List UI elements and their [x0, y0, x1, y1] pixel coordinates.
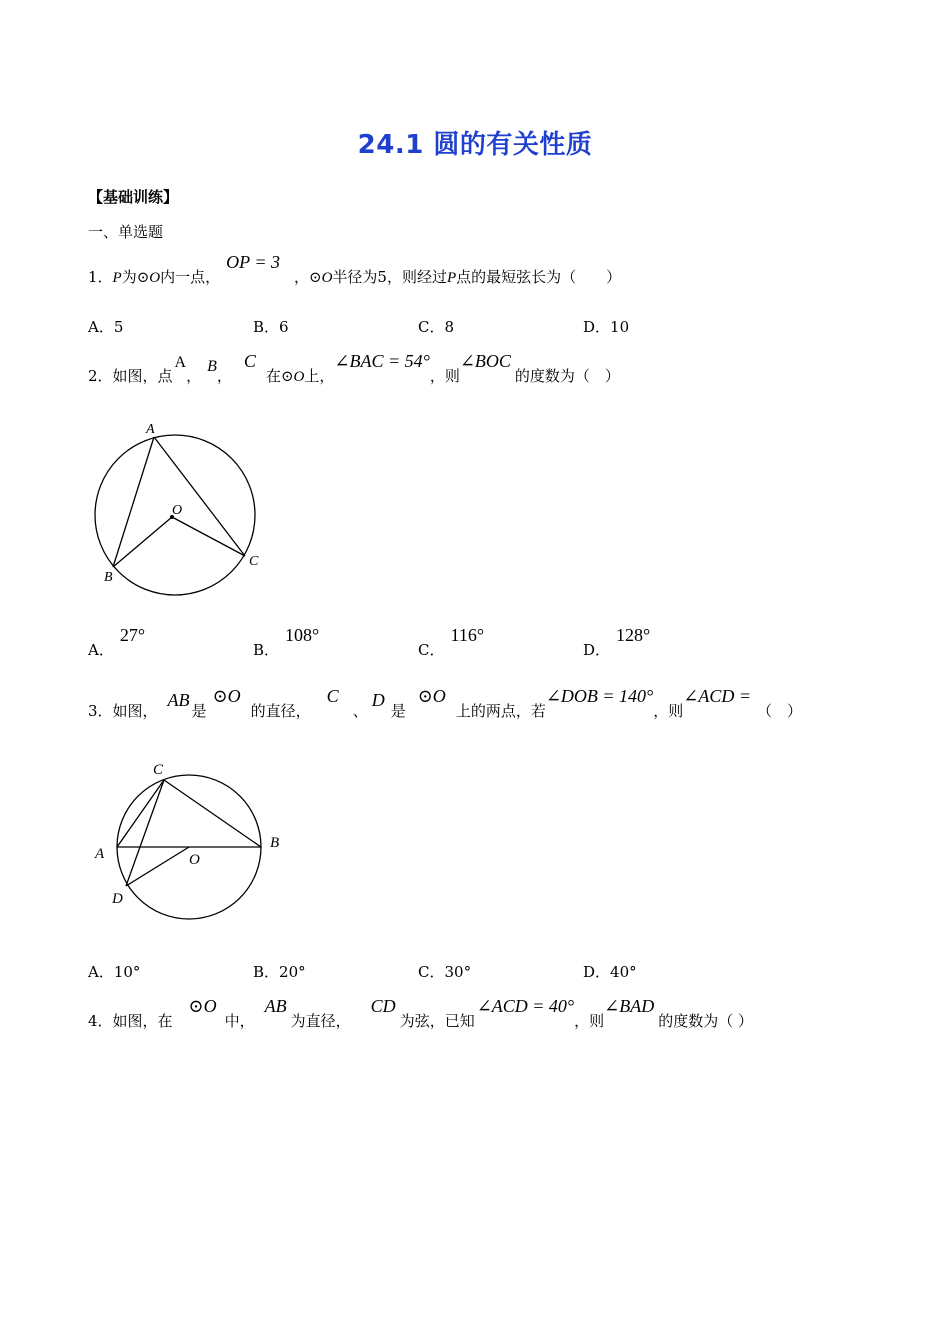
q2-label-b: B	[104, 570, 113, 585]
q1-p-2: P	[446, 270, 457, 286]
q1-circle-o-2: ⊙O	[309, 270, 333, 286]
q4-text-4: ，则	[574, 1012, 605, 1030]
q1-option-d: D．10	[583, 318, 630, 336]
q1-text-3: ，	[293, 268, 309, 286]
q3-text-4: 是	[390, 702, 406, 720]
question-3	[88, 686, 803, 721]
page-title: 24.1 圆的有关性质	[357, 130, 593, 160]
q4-circle-o: ⊙O	[188, 996, 217, 1016]
q2-label-a: A	[146, 422, 155, 437]
q1-circle-o: ⊙O	[136, 270, 161, 286]
q4-text-1: 中，	[224, 1012, 255, 1030]
q1-number: 1．	[88, 268, 113, 286]
question-4	[88, 996, 754, 1031]
q2-option-a: A．27°	[88, 625, 146, 659]
q3-equation: ∠DOB = 140°	[545, 686, 654, 706]
q4-text-3: 为弦，已知	[399, 1012, 475, 1030]
q3-label-a: A	[95, 846, 105, 862]
q2-point-c: C	[243, 351, 256, 371]
q2-comma-2: ，	[216, 367, 232, 385]
q3-ab: AB	[167, 690, 190, 710]
q2-option-b: B．108°	[253, 625, 320, 659]
q2-point-a: A	[174, 354, 187, 371]
q3-option-a: A．10°	[88, 963, 141, 981]
q3-segment-cb	[164, 780, 261, 847]
subsection-heading: 一、单选题	[88, 223, 164, 241]
q2-option-d: D．128°	[583, 625, 651, 659]
q1-equation: OP = 3	[226, 252, 280, 272]
q3-text-7: （ ）	[757, 702, 803, 720]
q3-circle-o: ⊙O	[212, 686, 241, 706]
q2-segment-ab	[113, 437, 154, 567]
q3-text-3: 、	[352, 702, 368, 720]
q3-option-b: B．20°	[253, 963, 306, 981]
q3-label-d: D	[112, 891, 123, 907]
q2-point-b: B	[207, 358, 217, 375]
q4-equation: ∠ACD = 40°	[476, 996, 575, 1016]
q3-c: C	[326, 686, 339, 706]
q2-equation-2: ∠BOC	[459, 351, 511, 371]
q2-option-c: C．116°	[418, 625, 485, 659]
q3-text-5: 上的两点，若	[455, 702, 546, 720]
q3-text-2: 的直径，	[250, 702, 311, 720]
q3-number: 3．如图，	[88, 702, 158, 720]
q3-figure	[88, 755, 298, 935]
q1-option-b: B．6	[253, 318, 289, 336]
q3-label-b: B	[270, 835, 280, 851]
q1-p: P	[112, 270, 122, 286]
question-2	[88, 351, 620, 386]
q4-equation-2: ∠BAD	[604, 996, 655, 1016]
q4-text-5: 的度数为（ ）	[658, 1012, 754, 1030]
q3-text-1: 是	[191, 702, 207, 720]
q3-segment-cd	[126, 780, 164, 886]
q1-option-a: A．5	[88, 318, 124, 336]
q2-o: O	[293, 369, 305, 385]
q2-segment-ob	[113, 517, 172, 567]
q4-ab: AB	[264, 996, 287, 1016]
q4-text-2: 为直径，	[290, 1012, 351, 1030]
q2-segment-ac	[154, 437, 245, 556]
q2-text-3: ，则	[429, 367, 460, 385]
q4-cd: CD	[370, 996, 396, 1016]
q2-figure	[88, 415, 278, 605]
q2-segment-oc	[172, 517, 245, 556]
q2-text-4: 的度数为（ ）	[514, 367, 620, 385]
q3-circle-o-2: ⊙O	[417, 686, 446, 706]
q3-segment-ca	[117, 780, 164, 847]
question-1	[88, 252, 622, 287]
q3-equation-2: ∠ACD =	[683, 686, 751, 706]
q2-number: 2．如图，点	[88, 367, 173, 385]
q4-number: 4．如图，在	[88, 1012, 173, 1030]
q1-option-c: C．8	[418, 318, 455, 336]
q3-segment-od	[126, 847, 189, 886]
q1-text-5: 点的最短弦长为（ ）	[456, 268, 622, 286]
q3-option-c: C．30°	[418, 963, 472, 981]
q1-text-2: 内一点，	[160, 268, 221, 286]
q2-label-c: C	[249, 554, 259, 569]
section-heading: 【基础训练】	[88, 188, 179, 206]
q3-d: D	[371, 690, 385, 710]
q1-text-1: 为	[121, 268, 137, 286]
q3-option-d: D．40°	[583, 963, 637, 981]
q1-text-4: 半径为5，则经过	[332, 268, 447, 286]
q2-text-1: 在⊙	[265, 367, 294, 385]
q3-text-6: ，则	[653, 702, 684, 720]
q3-label-c: C	[153, 762, 164, 778]
q2-text-2: 上，	[304, 367, 335, 385]
q2-label-o: O	[172, 503, 183, 518]
q2-equation: ∠BAC = 54°	[334, 351, 430, 371]
q3-label-o: O	[189, 852, 200, 868]
q2-comma-1: ，	[186, 367, 202, 385]
